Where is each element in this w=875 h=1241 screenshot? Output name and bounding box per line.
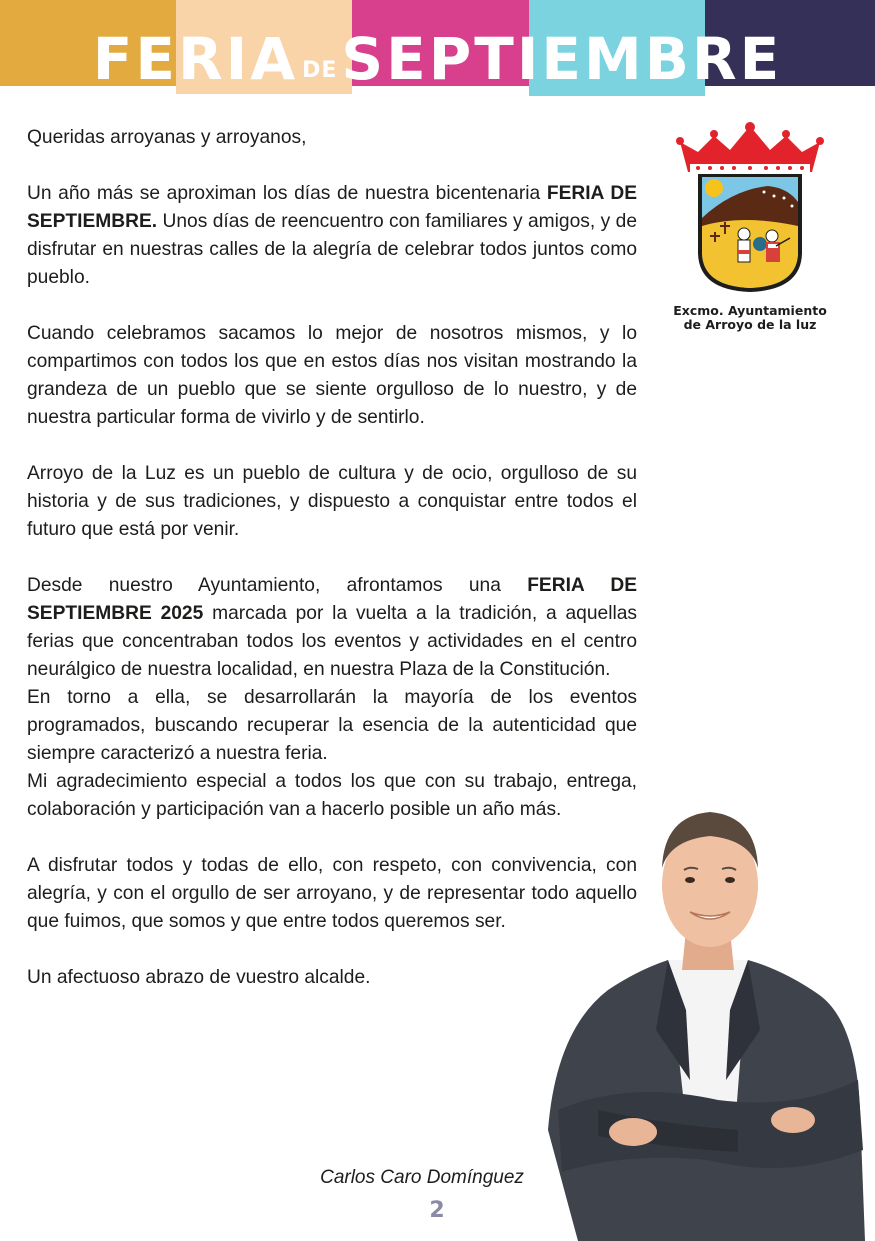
mayor-signature: Carlos Caro Domínguez [320,1167,524,1188]
letter-paragraph-4: Desde nuestro Ayuntamiento, afrontamos una FERIA DE SEPTIEMBRE 2025 marcada por la vuelta a la tradición, a aquellas ferias que concentraban todos los eventos y actividades en el centro neurálgico de nuestra localidad, en nuestra Plaza de la Constitución. [27,575,637,680]
letter-paragraph-2: Cuando celebramos sacamos lo mejor de nosotros mismos, y lo compartimos con todos los que en estos días nos visitan mostrando la grandeza de un pueblo que se siente orgulloso de lo nuestro, y de nuestra particular forma de vivirlo y de sentirlo. [27,323,637,428]
title-feria: FERIA [92,25,299,93]
letter-paragraph-1: Un año más se aproximan los días de nuestra bicentenaria FERIA DE SEPTIEMBRE. Unos días de reencuentro con familiares y amigos, y de disfrutar en nuestras calles de la alegría de celebrar todos juntos como pueblo. [27,183,638,288]
mayor-portrait [538,780,875,1241]
letter-paragraph-6: Mi agradecimiento especial a todos los que con su trabajo, entrega, colaboración y participación van a hacerlo posible un año más. [27,771,637,820]
page-title [0,22,875,93]
letter-paragraph-5: En torno a ella, se desarrollarán la mayoría de los eventos programados, buscando recuperar la esencia de la autenticidad que siempre caracterizó a nuestra feria. [27,687,637,764]
letter-greeting: Queridas arroyanas y arroyanos, [27,127,307,148]
page-number: 2 [429,1198,445,1223]
letter-paragraph-7: A disfrutar todos y todas de ello, con respeto, con convivencia, con alegría, y con el orgullo de ser arroyano, y de representar todo aquello que fuimos, que somos y que entre todos queremos ser. [27,855,637,932]
organization-name: Excmo. Ayuntamiento de Arroyo de la luz [673,303,827,332]
title-connector: DE [302,58,338,83]
letter-closing: Un afectuoso abrazo de vuestro alcalde. [27,967,371,988]
letter-paragraph-3: Arroyo de la Luz es un pueblo de cultura y de ocio, orgulloso de su historia y de sus tradiciones, y dispuesto a conquistar entre todos el futuro que está por venir. [27,463,637,540]
coat-of-arms-icon [672,122,828,297]
title-septiembre: SEPTIEMBRE [341,25,783,93]
